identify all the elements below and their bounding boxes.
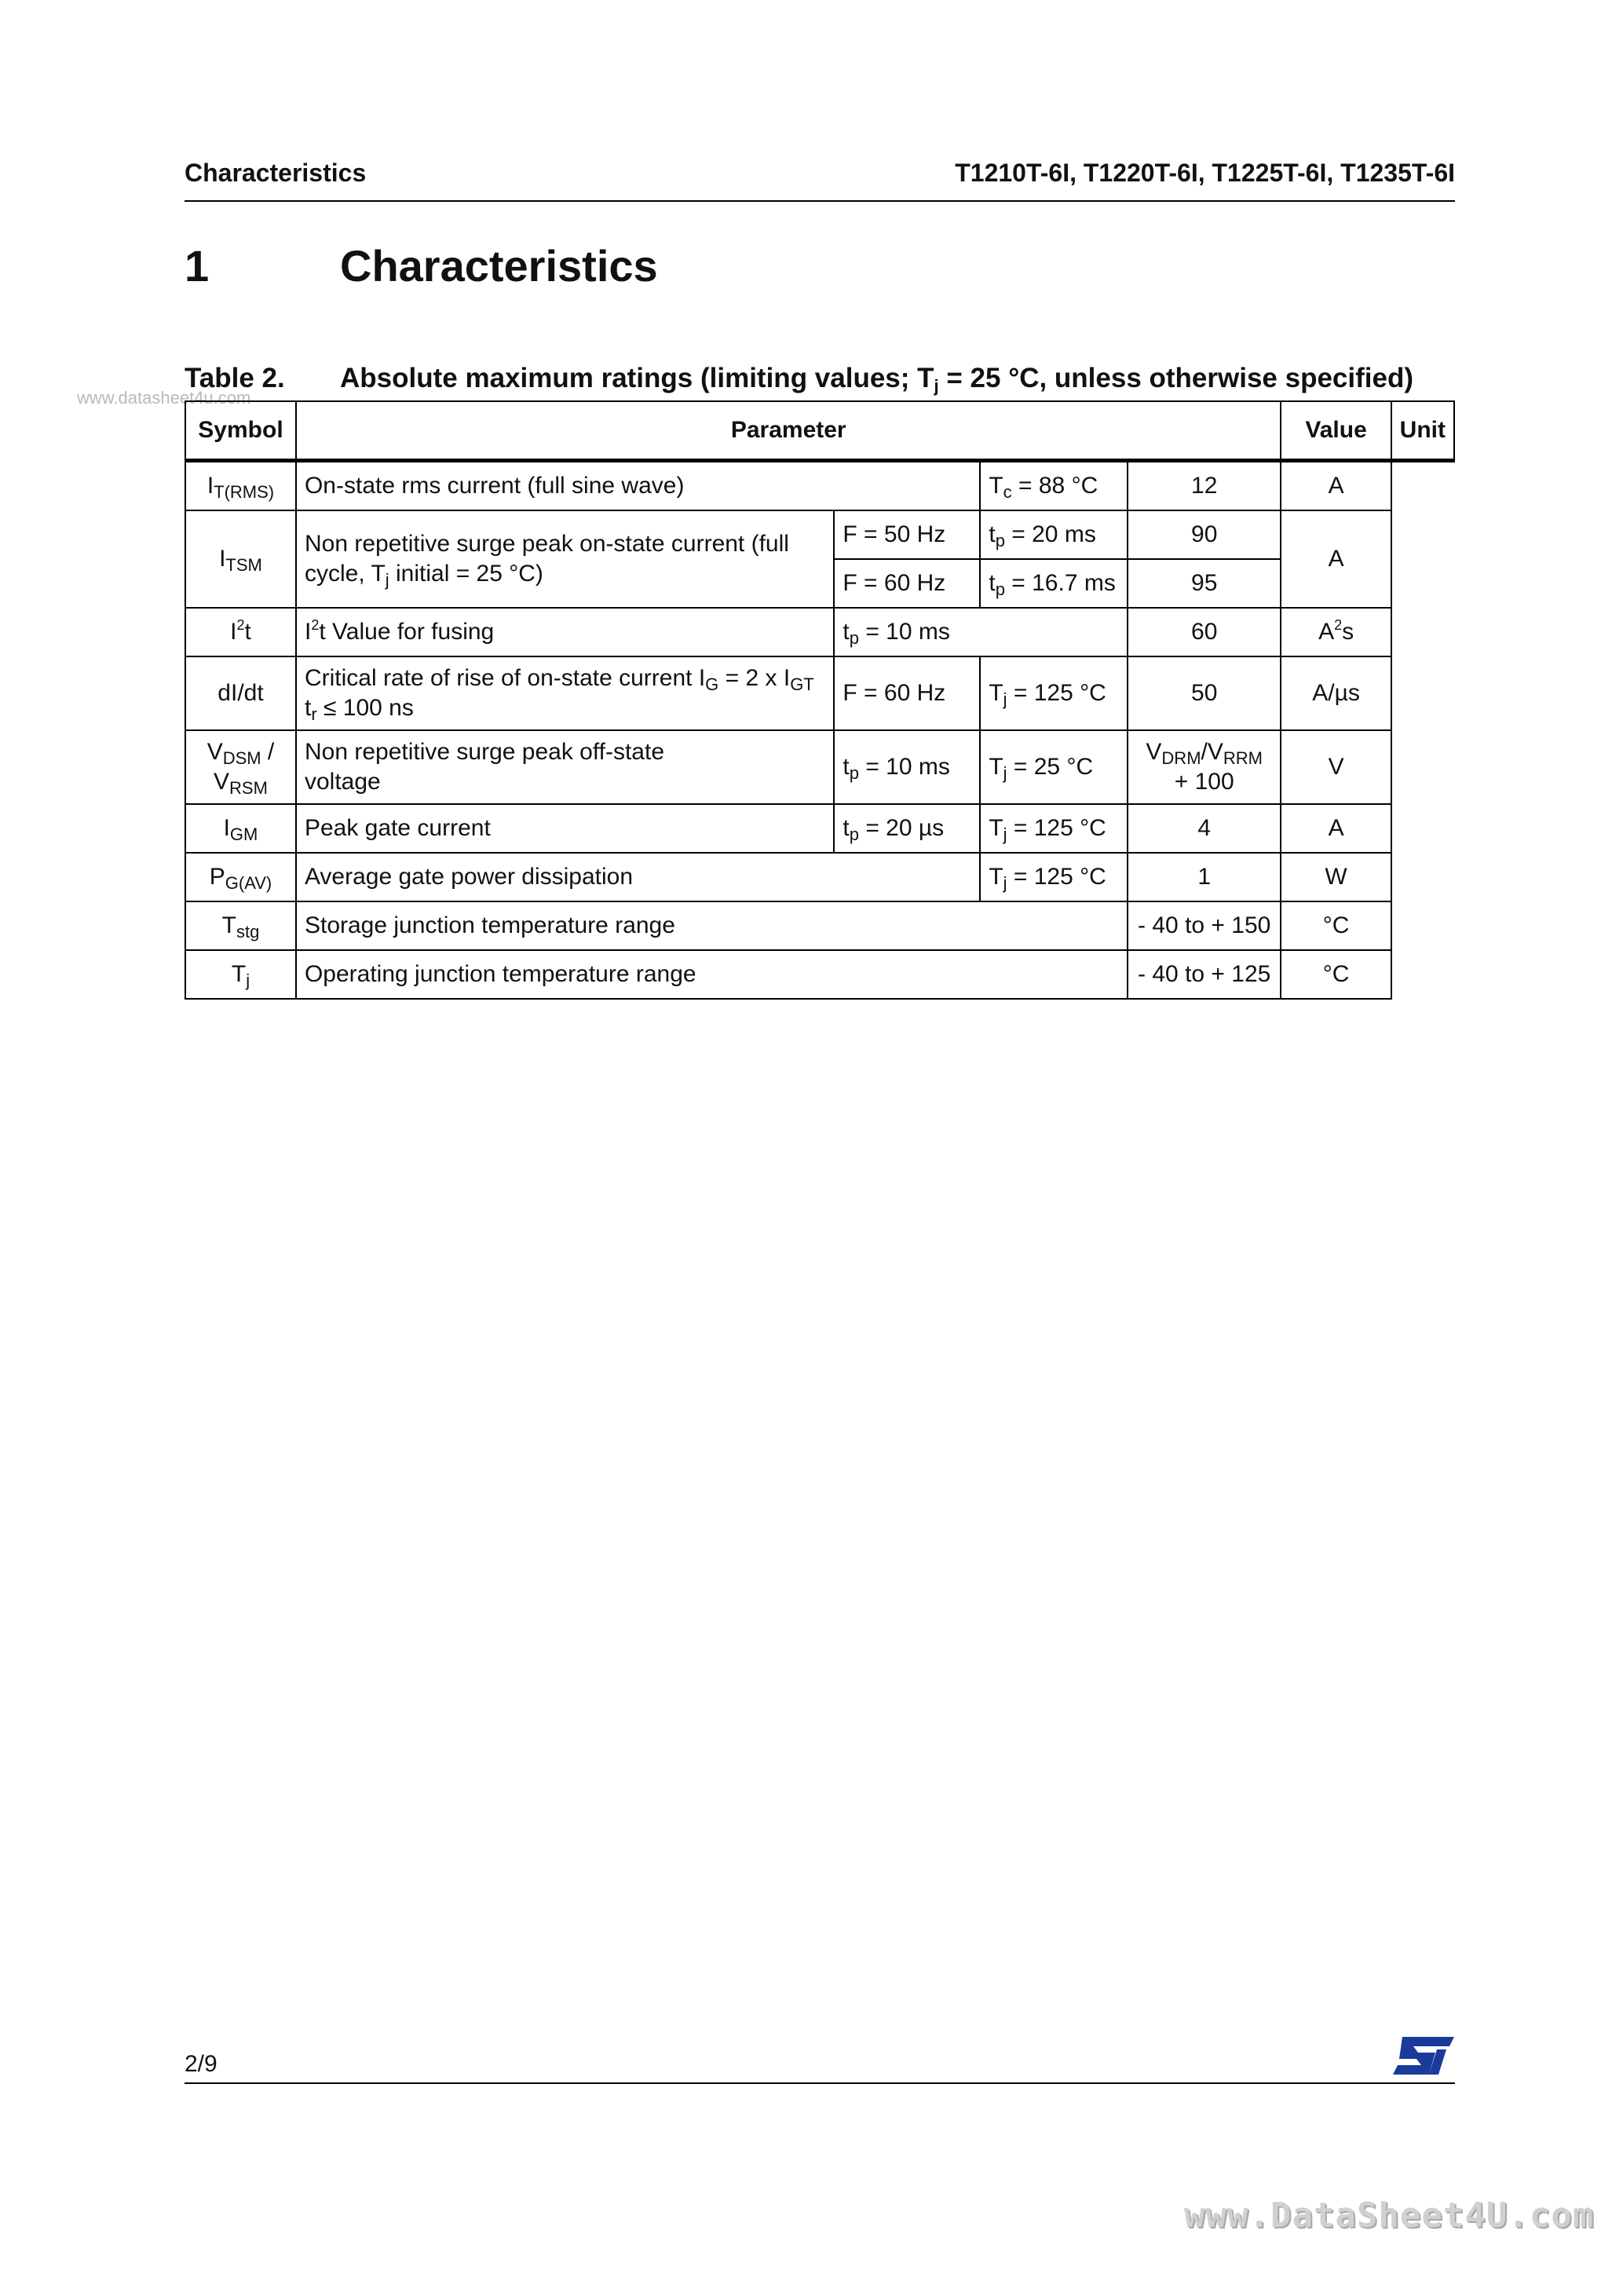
table-row-itrms [185, 461, 1454, 511]
section-number: 1 [185, 241, 210, 291]
cell-symbol: $V_{DSM}$ / $V_{RSM}$ [185, 730, 296, 804]
header-part-numbers: T1210T-6I, T1220T-6I, T1225T-6I, T1235T-6I [955, 159, 1455, 187]
cell-unit: °C [1281, 950, 1391, 999]
cell-value: - 40 to + 150 [1128, 901, 1281, 950]
cell-symbol: $I_{GM}$ [185, 804, 296, 853]
cell-pulse-time: $t_p = 10$ ms [834, 730, 980, 804]
st-logo-icon [1391, 2034, 1456, 2078]
cell-unit: W [1281, 853, 1391, 901]
watermark-large: www.DataSheet4U.com [1184, 2195, 1595, 2236]
cell-parameter: Storage junction temperature range [296, 901, 1128, 950]
cell-symbol: dI/dt [185, 656, 296, 730]
cell-frequency: F = 60 Hz [834, 656, 980, 730]
cell-junction-temp: $T_j = 25$ °C [980, 730, 1128, 804]
table-row-tj [185, 950, 1454, 999]
cell-symbol: $P_{G(AV)}$ [185, 853, 296, 901]
cell-value: - 40 to + 125 [1128, 950, 1281, 999]
cell-symbol: $I_{T(RMS)}$ [185, 461, 296, 511]
header-symbol: Symbol [185, 401, 296, 461]
cell-symbol: $I_{TSM}$ [185, 510, 296, 608]
table-row-pgav [185, 853, 1454, 901]
cell-parameter: Average gate power dissipation [296, 853, 980, 901]
cell-parameter: Peak gate current [296, 804, 834, 853]
cell-value: 50 [1128, 656, 1281, 730]
footer-divider [185, 2082, 1455, 2084]
section-title: Characteristics [340, 241, 658, 291]
table-row-igm [185, 804, 1454, 853]
header-unit: Unit [1391, 401, 1454, 461]
cell-value: 12 [1128, 461, 1281, 511]
watermark-small: www.datasheet4u.com [77, 388, 251, 408]
page-number: 2/9 [185, 2051, 217, 2077]
header-parameter: Parameter [296, 401, 1281, 461]
cell-parameter: Critical rate of rise of on-state current $I_G = 2$ x $I_{GT}$ $t_r \le 100$ ns [296, 656, 834, 730]
table-row-tstg [185, 901, 1454, 950]
header-section-title: Characteristics [185, 159, 367, 187]
table-header-row [185, 401, 1454, 461]
cell-value: 95 [1128, 559, 1281, 608]
cell-symbol: $T_j$ [185, 950, 296, 999]
cell-unit: V [1281, 730, 1391, 804]
cell-junction-temp: $T_j = 125$ °C [980, 853, 1128, 901]
cell-condition: $T_c = 88$ °C [980, 461, 1128, 511]
cell-value: $V_{DRM}/V_{RRM}$ + 100 [1128, 730, 1281, 804]
table-row-i2t [185, 608, 1454, 656]
cell-symbol: $T_{stg}$ [185, 901, 296, 950]
table-caption-label: Table 2. [185, 363, 285, 393]
cell-unit: °C [1281, 901, 1391, 950]
cell-unit: $A^2s$ [1281, 608, 1391, 656]
table-row-itsm-50hz [185, 510, 1454, 559]
table-row-didt [185, 656, 1454, 730]
cell-unit: A/µs [1281, 656, 1391, 730]
cell-value: 90 [1128, 510, 1281, 559]
cell-parameter: Non repetitive surge peak on-state current (full cycle, $T_j$ initial = 25 °C) [296, 510, 834, 608]
header-value: Value [1281, 401, 1391, 461]
cell-value: 60 [1128, 608, 1281, 656]
cell-pulse-time: $t_p = 20$ ms [980, 510, 1128, 559]
cell-pulse-time: $t_p = 20$ µs [834, 804, 980, 853]
cell-value: 4 [1128, 804, 1281, 853]
cell-parameter: Non repetitive surge peak off-state voltage [296, 730, 834, 804]
absolute-maximum-ratings-table [185, 400, 1455, 1000]
header-divider [185, 200, 1455, 202]
table-row-vdsm [185, 730, 1454, 804]
cell-junction-temp: $T_j = 125$ °C [980, 804, 1128, 853]
cell-value: 1 [1128, 853, 1281, 901]
cell-frequency: F = 60 Hz [834, 559, 980, 608]
cell-unit: A [1281, 804, 1391, 853]
cell-unit: A [1281, 461, 1391, 511]
cell-parameter: On-state rms current (full sine wave) [296, 461, 980, 511]
cell-symbol: $I^2t$ [185, 608, 296, 656]
cell-parameter: Operating junction temperature range [296, 950, 1128, 999]
cell-pulse-time: $t_p = 16.7$ ms [980, 559, 1128, 608]
cell-condition: $t_p = 10$ ms [834, 608, 1128, 656]
cell-unit: A [1281, 510, 1391, 608]
table-caption-text: Absolute maximum ratings (limiting values; $T_j = 25$ °C, unless otherwise specified) [340, 363, 1414, 396]
cell-junction-temp: $T_j = 125$ °C [980, 656, 1128, 730]
cell-frequency: F = 50 Hz [834, 510, 980, 559]
cell-parameter: $I^2t$ Value for fusing [296, 608, 834, 656]
logo-text: ST [1424, 2057, 1425, 2058]
